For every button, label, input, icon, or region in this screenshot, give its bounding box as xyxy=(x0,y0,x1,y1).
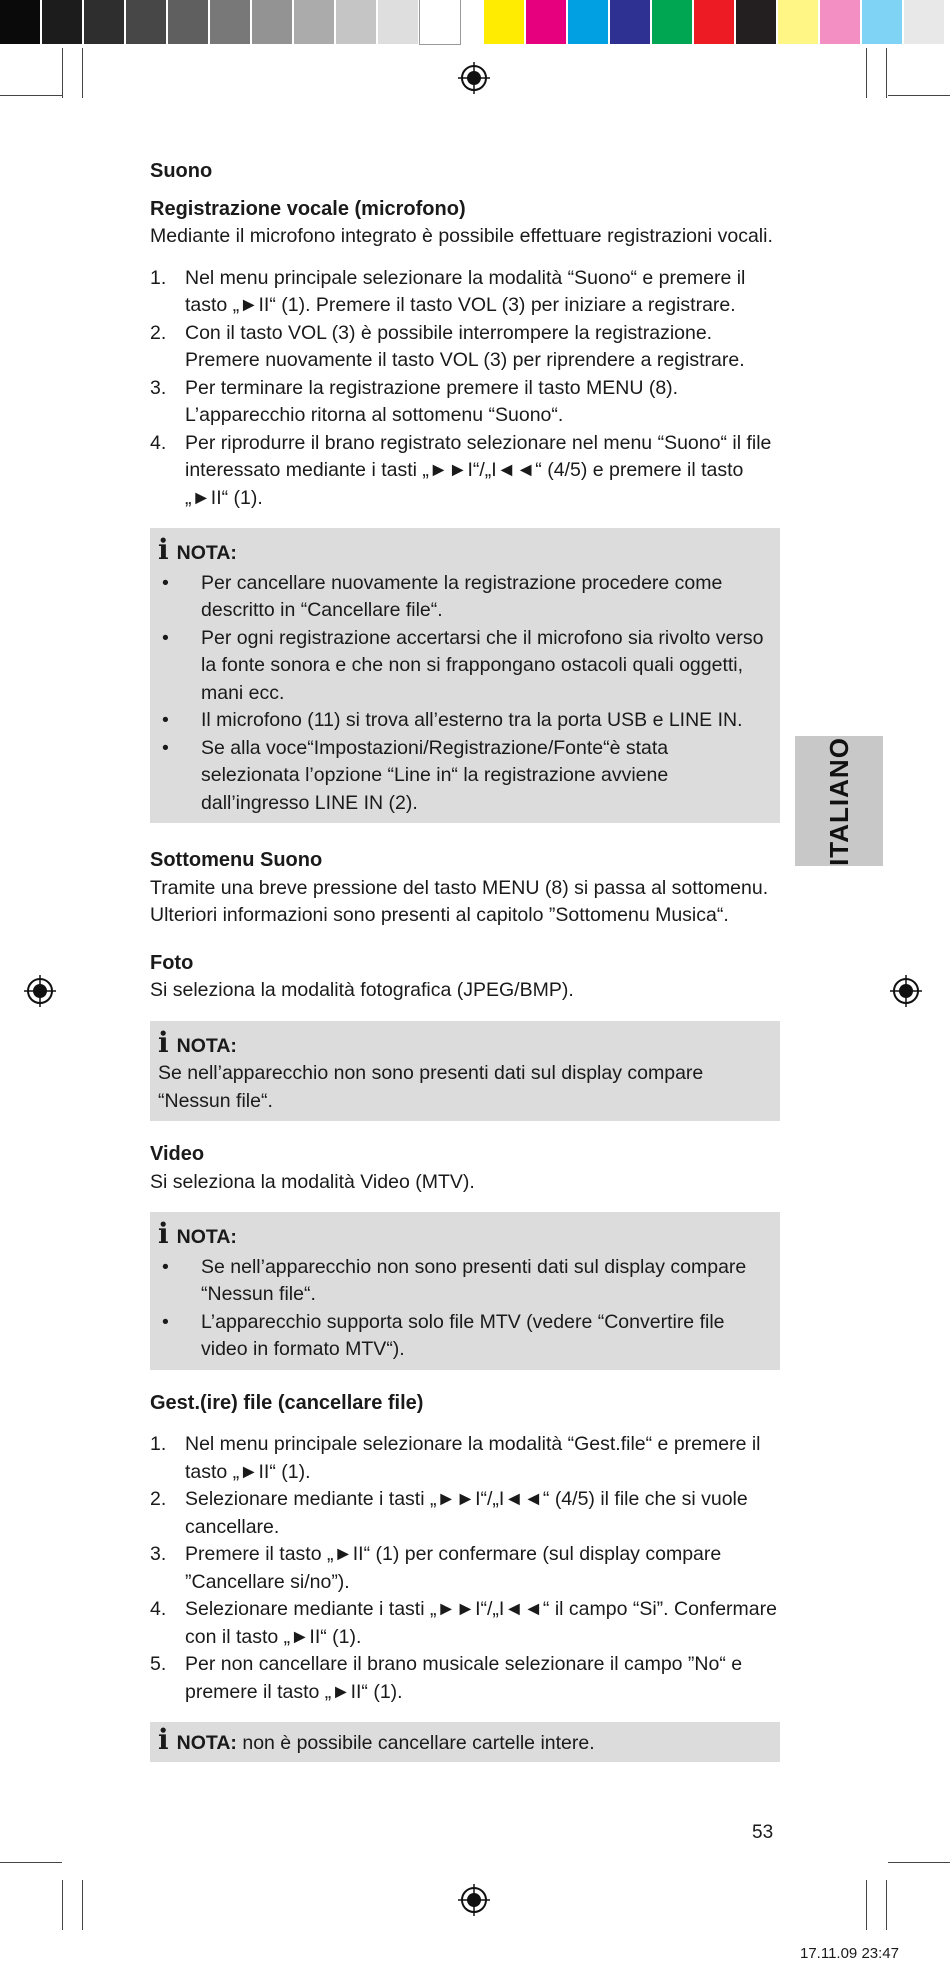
note-label: NOTA: xyxy=(176,1732,237,1754)
crop-mark xyxy=(0,1862,62,1863)
paragraph: Si seleziona la modalità fotografica (JPEG/BMP). xyxy=(150,979,574,1001)
steps-list xyxy=(150,1431,780,1706)
note-list xyxy=(158,1254,770,1364)
color-swatch xyxy=(904,0,944,44)
crop-mark xyxy=(886,1880,887,1930)
step-text: Nel menu principale selezionare la modalità “Gest.file“ e premere il tasto „►II“ (1). xyxy=(185,1433,761,1483)
color-swatch xyxy=(820,0,860,44)
subsection-title: Sottomenu Suono xyxy=(150,849,323,871)
step-text: Selezionare mediante i tasti „►►I“/„I◄◄“ (4/5) il file che si vuole cancellare. xyxy=(185,1488,748,1538)
info-icon: i xyxy=(158,1025,169,1059)
registration-mark-icon xyxy=(24,975,56,1007)
step-number: 1. xyxy=(150,1433,167,1455)
step-number: 5. xyxy=(150,1653,167,1675)
language-tab xyxy=(795,736,883,866)
note-label: NOTA: xyxy=(176,542,237,564)
paragraph: Tramite una breve pressione del tasto MENU (8) si passa al sottomenu. Ulteriori informazioni sono presenti al capitolo ”Sottomenu Musica“. xyxy=(150,876,769,926)
print-stamp: 17.11.09 23:47 xyxy=(800,1945,899,1962)
note-header xyxy=(158,1217,770,1252)
note-item xyxy=(158,735,770,818)
swatch-separator xyxy=(468,0,474,44)
note-header xyxy=(158,533,770,568)
subsection-title: Registrazione vocale (microfono) xyxy=(150,197,466,220)
subsection-title: Video xyxy=(150,1143,205,1165)
bullet-icon: • xyxy=(162,571,169,594)
color-calibration-bar xyxy=(0,0,950,44)
step-item xyxy=(150,1431,780,1486)
info-icon: i xyxy=(158,1217,169,1250)
note-item-text: Il microfono (11) si trova all’esterno tra la porta USB e LINE IN. xyxy=(201,709,743,731)
note-list xyxy=(158,570,770,818)
subsection-title: Foto xyxy=(150,951,194,974)
note-item-text: L’apparecchio supporta solo file MTV (vedere “Convertire file video in formato MTV“). xyxy=(201,1310,725,1360)
color-swatch xyxy=(126,0,166,44)
step-item xyxy=(150,1541,780,1596)
color-swatch xyxy=(84,0,124,44)
step-number: 3. xyxy=(150,376,167,399)
step-text: Per terminare la registrazione premere il tasto MENU (8). L’apparecchio ritorna al sottomenu “Suono“. xyxy=(185,376,679,426)
color-swatch xyxy=(378,0,418,44)
step-number: 4. xyxy=(150,431,167,454)
note-box xyxy=(150,1212,780,1370)
subsection-title: Gest.(ire) file (cancellare file) xyxy=(150,1391,424,1414)
color-swatch xyxy=(610,0,650,44)
bullet-icon: • xyxy=(162,709,169,731)
color-swatch xyxy=(0,0,40,44)
info-icon: i xyxy=(158,1723,169,1756)
note-box xyxy=(150,1722,780,1762)
crop-mark xyxy=(886,48,887,98)
crop-mark xyxy=(82,48,83,98)
paragraph: Mediante il microfono integrato è possibile effettuare registrazioni vocali. xyxy=(150,225,773,247)
note-item-text: Se alla voce“Impostazioni/Registrazione/Fonte“è stata selezionata l’opzione “Line in“ la registrazione avviene dall’ingresso LINE IN (2). xyxy=(201,736,669,814)
note-text: non è possibile cancellare cartelle intere. xyxy=(242,1732,595,1754)
note-item-text: Per cancellare nuovamente la registrazione procedere come descritto in “Cancellare file“. xyxy=(201,571,723,621)
note-item xyxy=(158,1254,770,1309)
step-item xyxy=(150,430,780,513)
crop-mark xyxy=(82,1880,83,1930)
step-text: Selezionare mediante i tasti „►►I“/„I◄◄“ il campo “Si”. Confermare con il tasto „►II“ (1). xyxy=(185,1598,777,1648)
registration-mark-icon xyxy=(890,975,922,1007)
step-item xyxy=(150,1651,780,1706)
color-swatch xyxy=(252,0,292,44)
step-number: 2. xyxy=(150,1488,167,1510)
step-text: Con il tasto VOL (3) è possibile interrompere la registrazione. Premere nuovamente il tasto VOL (3) per riprendere a registrare. xyxy=(185,321,745,371)
color-swatch xyxy=(526,0,566,44)
step-number: 2. xyxy=(150,321,167,344)
crop-mark xyxy=(0,95,62,96)
crop-mark xyxy=(866,1880,867,1930)
section-title: Suono xyxy=(150,160,213,182)
page-content xyxy=(150,158,780,1762)
note-item xyxy=(158,1309,770,1364)
note-item-text: Se nell’apparecchio non sono presenti dati sul display compare “Nessun file“. xyxy=(201,1255,747,1305)
step-text: Nel menu principale selezionare la modalità “Suono“ e premere il tasto „►II“ (1). Premere il tasto VOL (3) per iniziare a registrare. xyxy=(185,266,746,316)
note-item xyxy=(158,625,770,708)
color-swatch xyxy=(294,0,334,44)
note-item-text: Per ogni registrazione accertarsi che il microfono sia rivolto verso la fonte sonora e che non si frappongano ostacoli quali oggetti, mani ecc. xyxy=(201,626,764,704)
registration-mark-icon xyxy=(458,1884,490,1916)
note-text: Se nell’apparecchio non sono presenti dati sul display compare “Nessun file“. xyxy=(158,1062,704,1112)
step-text: Per non cancellare il brano musicale selezionare il campo ”No“ e premere il tasto „►II“ (1). xyxy=(185,1653,743,1703)
step-item xyxy=(150,265,780,320)
note-item xyxy=(158,707,770,735)
note-item xyxy=(158,570,770,625)
step-item xyxy=(150,320,780,375)
crop-mark xyxy=(62,48,63,98)
language-tab-label: ITALIANO xyxy=(823,736,854,866)
step-number: 1. xyxy=(150,266,167,289)
crop-mark xyxy=(888,1862,950,1863)
color-swatch xyxy=(210,0,250,44)
page-number: 53 xyxy=(752,1822,774,1843)
note-header xyxy=(158,1723,770,1758)
note-label: NOTA: xyxy=(176,1226,237,1248)
crop-mark xyxy=(888,95,950,96)
step-number: 3. xyxy=(150,1543,167,1565)
color-swatch xyxy=(694,0,734,44)
bullet-icon: • xyxy=(162,626,169,649)
step-item xyxy=(150,1486,780,1541)
step-item xyxy=(150,375,780,430)
step-number: 4. xyxy=(150,1598,167,1620)
registration-mark-icon xyxy=(458,62,490,94)
color-swatch xyxy=(778,0,818,44)
bullet-icon: • xyxy=(162,736,169,759)
color-swatch xyxy=(862,0,902,44)
crop-mark xyxy=(866,48,867,98)
paragraph: Si seleziona la modalità Video (MTV). xyxy=(150,1170,475,1193)
color-swatch xyxy=(168,0,208,44)
steps-list xyxy=(150,265,780,513)
step-text: Per riprodurre il brano registrato selezionare nel menu “Suono“ il file interessato mediante i tasti „►►I“/„I◄◄“ (4/5) e premere il tasto „►II“ (1). xyxy=(185,431,772,509)
color-swatch xyxy=(736,0,776,44)
color-swatch xyxy=(484,0,524,44)
note-box xyxy=(150,528,780,823)
info-icon: i xyxy=(158,533,169,566)
color-swatch xyxy=(652,0,692,44)
step-text: Premere il tasto „►II“ (1) per confermare (sul display compare ”Cancellare si/no”). xyxy=(185,1543,722,1593)
color-swatch xyxy=(42,0,82,44)
note-label: NOTA: xyxy=(176,1034,237,1057)
bullet-icon: • xyxy=(162,1255,169,1278)
crop-mark xyxy=(62,1880,63,1930)
note-header xyxy=(158,1025,770,1061)
color-swatch xyxy=(568,0,608,44)
bullet-icon: • xyxy=(162,1310,169,1333)
step-item xyxy=(150,1596,780,1651)
color-swatch xyxy=(420,0,460,44)
color-swatch xyxy=(336,0,376,44)
note-box xyxy=(150,1021,780,1122)
